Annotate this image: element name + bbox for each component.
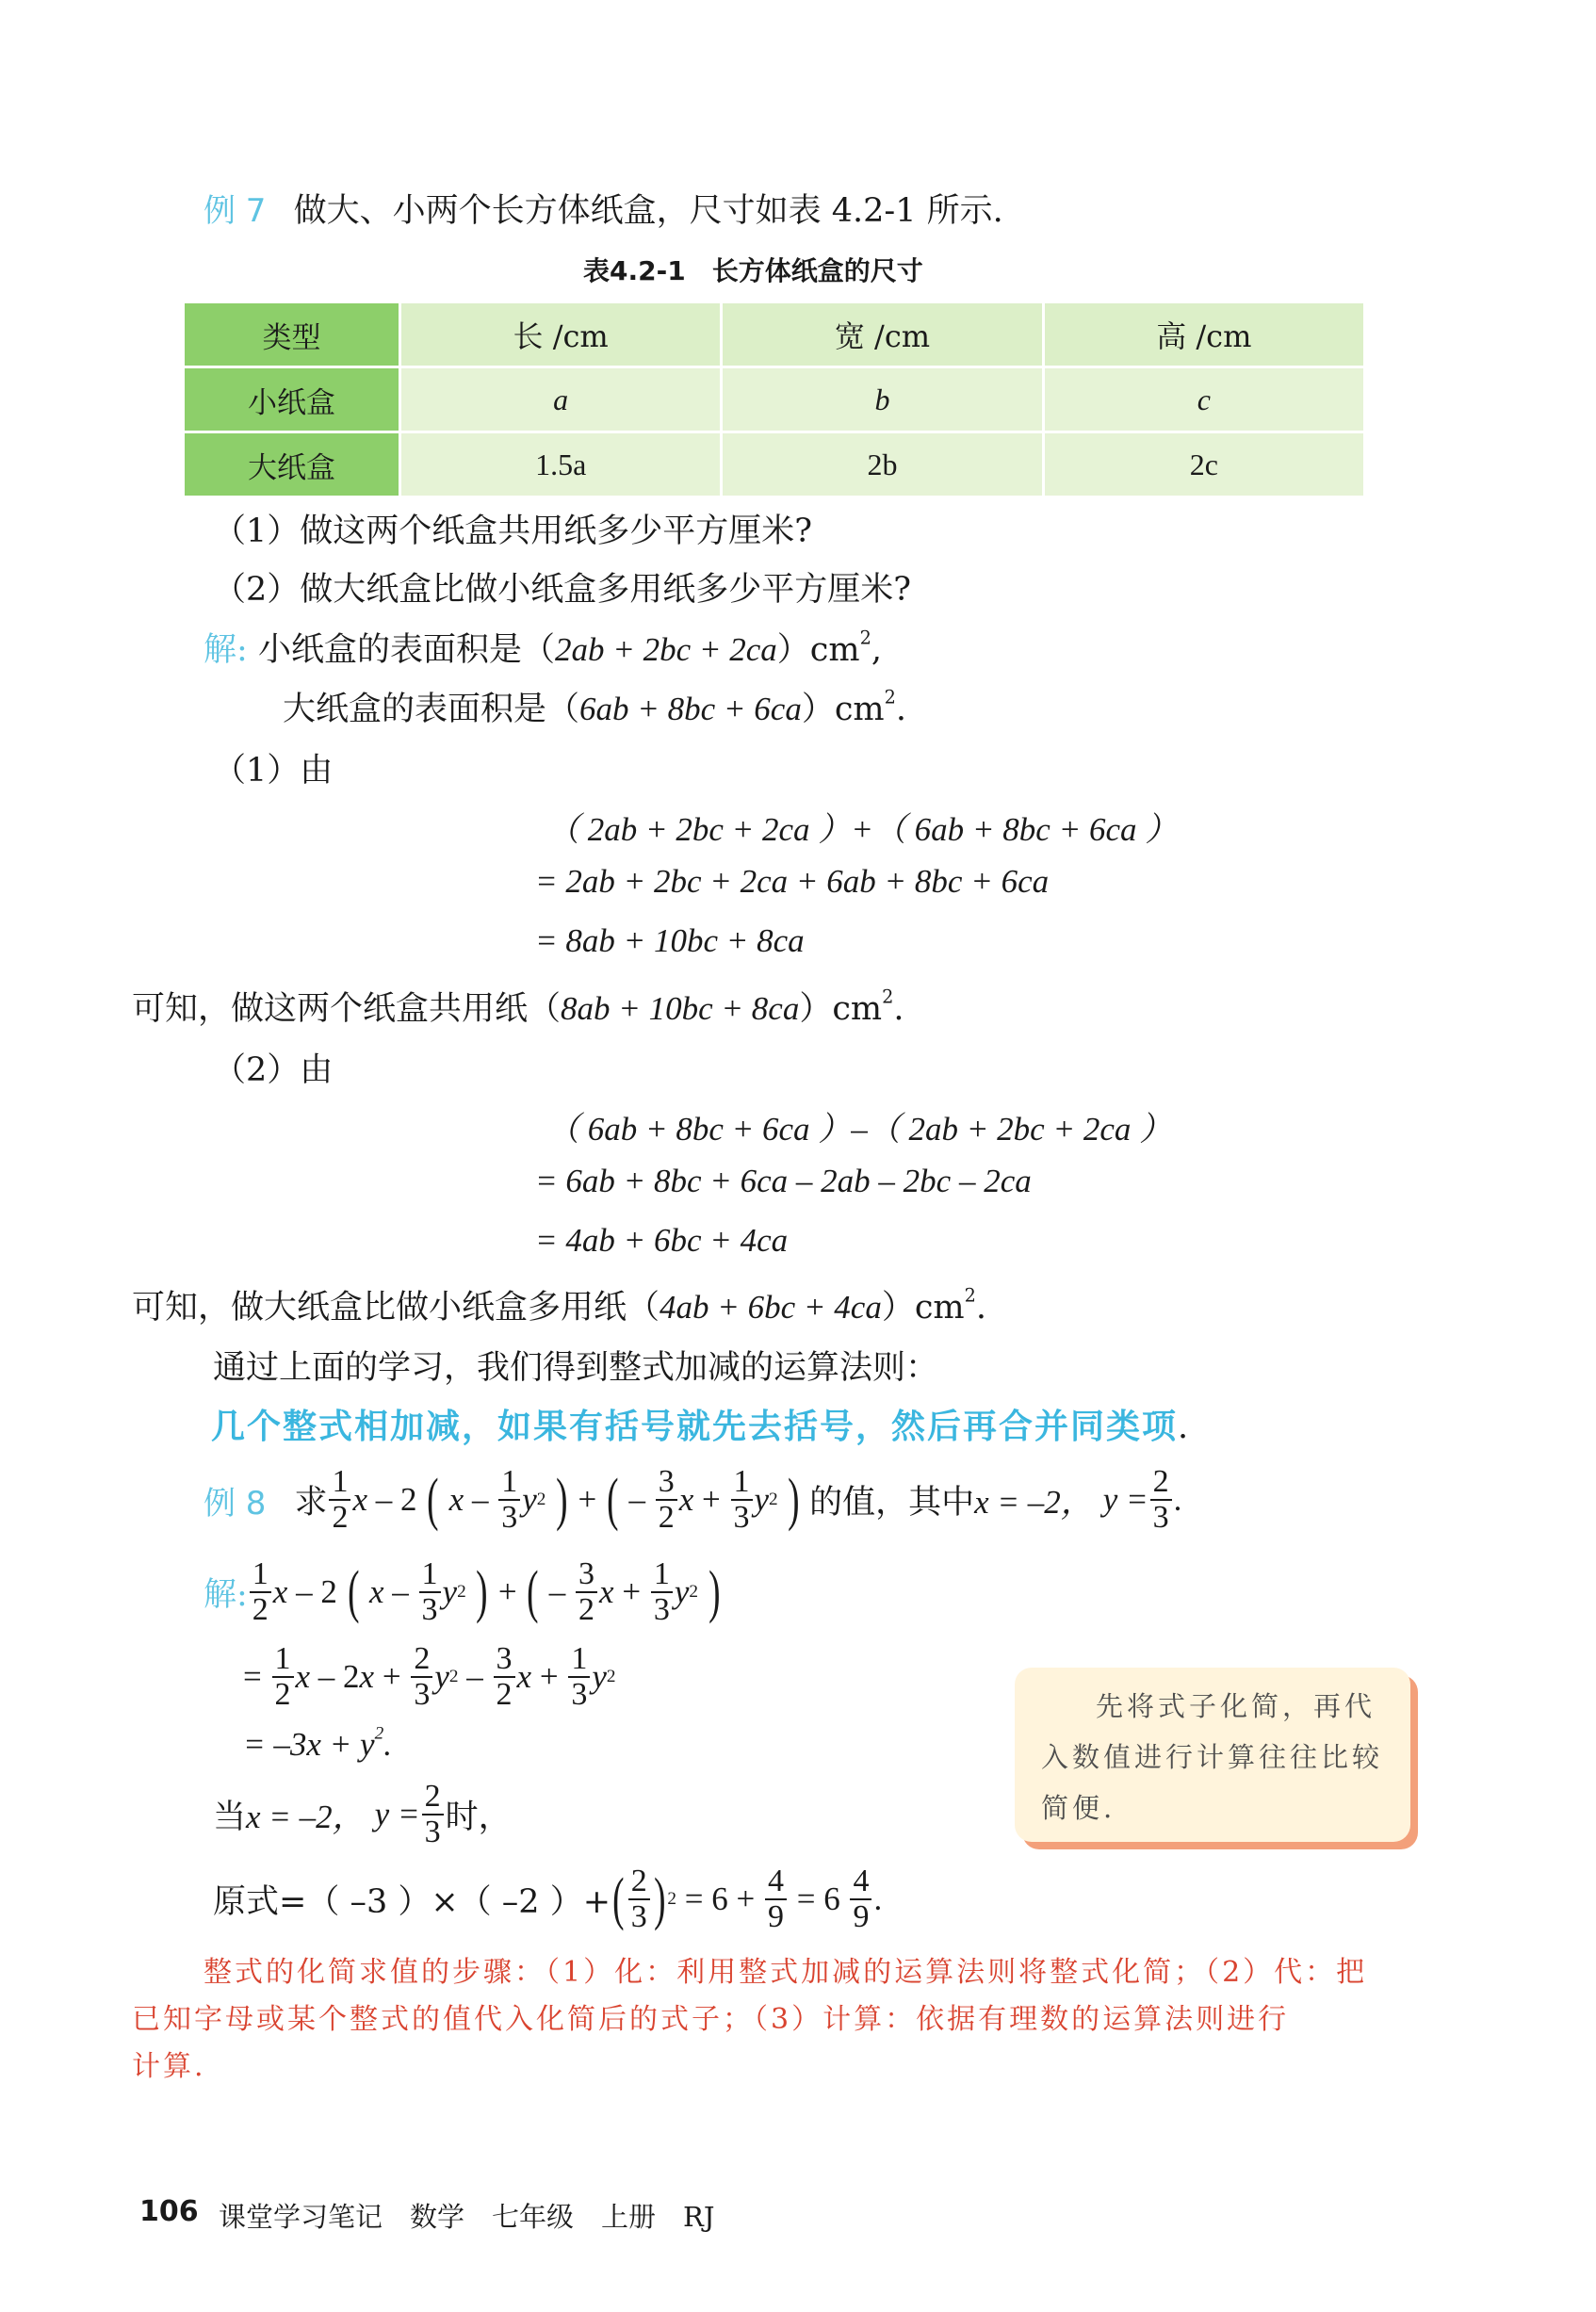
fraction	[250, 1557, 271, 1626]
part1-conclusion-expr: 8ab + 10bc + 8ca	[561, 990, 800, 1027]
example7-text: 做大、小两个长方体纸盒，尺寸如表 4.2-1 所示.	[293, 192, 1003, 230]
fraction	[568, 1642, 590, 1711]
part2-line: = 4ab + 6bc + 4ca	[535, 1222, 789, 1259]
fraction-num: 2	[1150, 1465, 1172, 1501]
part2-line: = 6ab + 8bc + 6ca – 2ab – 2bc – 2ca	[535, 1163, 1032, 1199]
small-box-end: ,	[871, 631, 882, 669]
fraction	[656, 1465, 677, 1534]
side-note-box	[1015, 1668, 1410, 1842]
fraction-den: 3	[733, 1500, 750, 1535]
part2-conclusion-prefix: 可知，做大纸盒比做小纸盒多用纸（	[132, 1289, 660, 1327]
big-box-end: .	[895, 691, 907, 728]
fraction	[1150, 1465, 1172, 1534]
fraction-den: 3	[653, 1592, 670, 1627]
small-box-expr: 2ab + 2bc + 2ca	[554, 631, 777, 668]
fraction-den: 3	[571, 1677, 588, 1712]
small-box-suffix: ）cm	[776, 631, 860, 669]
rule-text: 几个整式相加减，如果有括号就先去括号，然后再合并同类项	[211, 1408, 1179, 1446]
big-box-expr: 6ab + 8bc + 6ca	[579, 691, 802, 727]
small-box-prefix: 小纸盒的表面积是（	[257, 631, 555, 669]
part1-conclusion-prefix: 可知，做这两个纸盒共用纸（	[132, 990, 562, 1028]
fraction-den: 3	[501, 1500, 518, 1535]
part1-line: = 2ab + 2bc + 2ca + 6ab + 8bc + 6ca	[535, 863, 1050, 900]
table-cell: b	[723, 368, 1044, 433]
fraction	[628, 1864, 650, 1933]
solution7-line2: 大纸盒的表面积是$(6ab + 8bc + 6ca)cm^2$.	[283, 686, 907, 728]
side-note-text: 先将式子化简，再代入数值进行计算往往比较简便.	[1041, 1690, 1384, 1824]
fraction-den: 2	[658, 1500, 675, 1535]
fraction	[651, 1557, 673, 1626]
fraction-den: 2	[252, 1592, 269, 1627]
table-header-height: 高 /cm	[1045, 303, 1366, 368]
red-note-line: 已知字母或某个整式的值代入化简后的式子；（3）计算：依据有理数的运算法则进行	[132, 2003, 1290, 2036]
table-cell-type: 大纸盒	[185, 433, 401, 498]
fraction	[576, 1557, 597, 1626]
table-header-length: 长 /cm	[401, 303, 723, 368]
fraction-num: 1	[731, 1465, 753, 1501]
red-note-line: 整式的化简求值的步骤：（1）化：利用整式加减的运算法则将整式化简；（2）代：把	[204, 1956, 1368, 1989]
when-x: x = –2，	[246, 1799, 366, 1835]
part2-conclusion-suffix: ）cm	[881, 1289, 965, 1327]
footer-book-title: 课堂学习笔记 数学 七年级 上册 RJ	[219, 2201, 715, 2233]
table-header-row	[185, 303, 1366, 368]
fraction-num: 3	[576, 1557, 597, 1593]
simplified-end: .	[383, 1726, 392, 1763]
table-row	[185, 368, 1366, 433]
rule-statement	[211, 1400, 1188, 1448]
example8-period: .	[1173, 1481, 1182, 1518]
red-note-line: 计算.	[132, 2050, 206, 2083]
fraction-num: 2	[628, 1864, 650, 1900]
part1-conclusion: 可知，做这两个纸盒共用纸$(8ab + 10bc + 8ca)cm^2$.	[132, 985, 904, 1028]
fraction-den: 2	[578, 1592, 595, 1627]
fraction-num: 1	[498, 1465, 520, 1501]
fraction-den: 2	[332, 1500, 349, 1535]
fraction-num: 2	[422, 1780, 444, 1815]
part2-label: （2）由	[213, 1051, 334, 1089]
fraction-den: 3	[1152, 1500, 1169, 1535]
fraction	[422, 1780, 444, 1848]
fraction-num: 4	[765, 1864, 787, 1900]
solution8-result-line: 原式=（ –3 ）×（ –2 ）+ ( $\frac{2}{3}$ ) 2 = 6 + $\frac{4}{9}$ = 6 $\frac{4}{9}$ .	[213, 1864, 883, 1934]
solution7-line1: 解: 小纸盒的表面积是$(2ab + 2bc + 2ca)cm^2$,	[204, 627, 882, 669]
part2-conclusion: 可知，做大纸盒比做小纸盒多用纸$(4ab + 6bc + 4ca)cm^2$.	[132, 1284, 987, 1327]
example8-line: 例 8 求 $\frac{1}{2}$ x – 2 ( x – $\frac{1}{3}$ y 2 ) + ( – $\frac{3}{2}$ x + $\frac{1}{3}$ y 2 ) 的值，其中 x = –2， y = $\frac{2}{3}$ .	[204, 1464, 1182, 1535]
fraction-num: 1	[651, 1557, 673, 1593]
fraction-num: 2	[411, 1642, 432, 1678]
rule-intro: 通过上面的学习，我们得到整式加减的运算法则：	[213, 1349, 939, 1387]
example7-label: 例 7	[204, 192, 267, 230]
fraction-den: 3	[414, 1677, 431, 1712]
solution8-when-line	[213, 1777, 512, 1852]
fraction-den: 2	[496, 1677, 513, 1712]
example8-cond-y: y =	[1102, 1481, 1148, 1518]
part1-label: （1）由	[213, 752, 334, 790]
rule-end: .	[1178, 1408, 1189, 1446]
part1-conclusion-suffix: ）cm	[799, 990, 883, 1028]
solution8-line3: = $-3x + y^2$.	[243, 1723, 392, 1763]
fraction	[411, 1642, 432, 1711]
question-1: （1）做这两个纸盒共用纸多少平方厘米?	[213, 513, 813, 550]
fraction	[765, 1864, 787, 1933]
table-header-type: 类型	[185, 303, 401, 368]
example7-heading	[204, 185, 1003, 232]
fraction	[850, 1864, 871, 1933]
table-cell: c	[1045, 368, 1366, 433]
question-2: （2）做大纸盒比做小纸盒多用纸多少平方厘米?	[213, 571, 912, 609]
table-row	[185, 433, 1366, 498]
fraction-den: 3	[424, 1815, 441, 1849]
fraction-num: 3	[656, 1465, 677, 1501]
example8-cond-x: x = –2，	[974, 1484, 1094, 1521]
fraction-num: 3	[494, 1642, 515, 1678]
fraction-num: 1	[568, 1642, 590, 1678]
fraction	[498, 1465, 520, 1534]
example8-tail: 的值，其中	[809, 1484, 975, 1522]
fraction	[494, 1642, 515, 1711]
fraction	[419, 1557, 441, 1626]
when-prefix: 当	[213, 1799, 247, 1836]
fraction-num: 1	[419, 1557, 441, 1593]
solution8-label: 解:	[204, 1576, 248, 1614]
fraction-num: 4	[850, 1864, 871, 1900]
part1-line: （ 2ab + 2bc + 2ca ）+（ 6ab + 8bc + 6ca ）	[546, 811, 1179, 848]
result-prefix: 原式=（ –3 ）×（ –2 ）+	[213, 1883, 611, 1921]
page-number: 106	[139, 2195, 199, 2228]
fraction-den: 9	[767, 1899, 784, 1934]
fraction-num: 1	[329, 1465, 350, 1501]
fraction-den: 2	[274, 1677, 291, 1712]
part1-line: = 8ab + 10bc + 8ca	[535, 922, 805, 959]
part2-line: （ 6ab + 8bc + 6ca ）–（ 2ab + 2bc + 2ca ）	[546, 1111, 1173, 1148]
solution8-line1: 解: $\frac{1}{2}$ x – 2 ( x – $\frac{1}{3}$ y 2 ) + ( – $\frac{3}{2}$ x + $\frac{1}{3}$ y 2 )	[204, 1556, 721, 1627]
fraction-den: 9	[853, 1899, 870, 1934]
table-cell-type: 小纸盒	[185, 368, 401, 433]
part2-conclusion-expr: 4ab + 6bc + 4ca	[660, 1289, 882, 1326]
table-header-width: 宽 /cm	[723, 303, 1044, 368]
result-mid: = 6 +	[684, 1881, 756, 1917]
fraction-den: 3	[421, 1592, 438, 1627]
fraction-den: 3	[630, 1899, 647, 1934]
table-caption: 表4.2-1 长方体纸盒的尺寸	[583, 255, 923, 286]
solution7-label: 解:	[204, 631, 248, 669]
result-end: .	[873, 1881, 883, 1917]
table-cell: 1.5a	[401, 433, 723, 498]
fraction	[272, 1642, 294, 1711]
fraction	[731, 1465, 753, 1534]
table-cell: 2b	[723, 433, 1044, 498]
solution8-line2: = $\frac{1}{2}$ x – 2 x + $\frac{2}{3}$ y 2 – $\frac{3}{2}$ x + $\frac{1}{3}$ y 2	[243, 1641, 616, 1712]
example8-qiu: 求	[294, 1484, 328, 1522]
fraction-num: 1	[250, 1557, 271, 1593]
big-box-prefix: 大纸盒的表面积是（	[283, 691, 580, 728]
simplified-expr: = –3x + y	[243, 1726, 375, 1763]
example8-label: 例 8	[204, 1484, 267, 1522]
when-y: y =	[374, 1796, 420, 1832]
fraction	[329, 1465, 350, 1534]
box-size-table	[185, 303, 1366, 498]
table-cell: 2c	[1045, 433, 1366, 498]
big-box-suffix: ）cm	[801, 691, 885, 728]
when-suffix: 时，	[445, 1799, 512, 1836]
result-eq: = 6	[796, 1881, 840, 1917]
table-cell: a	[401, 368, 723, 433]
fraction-num: 1	[272, 1642, 294, 1678]
